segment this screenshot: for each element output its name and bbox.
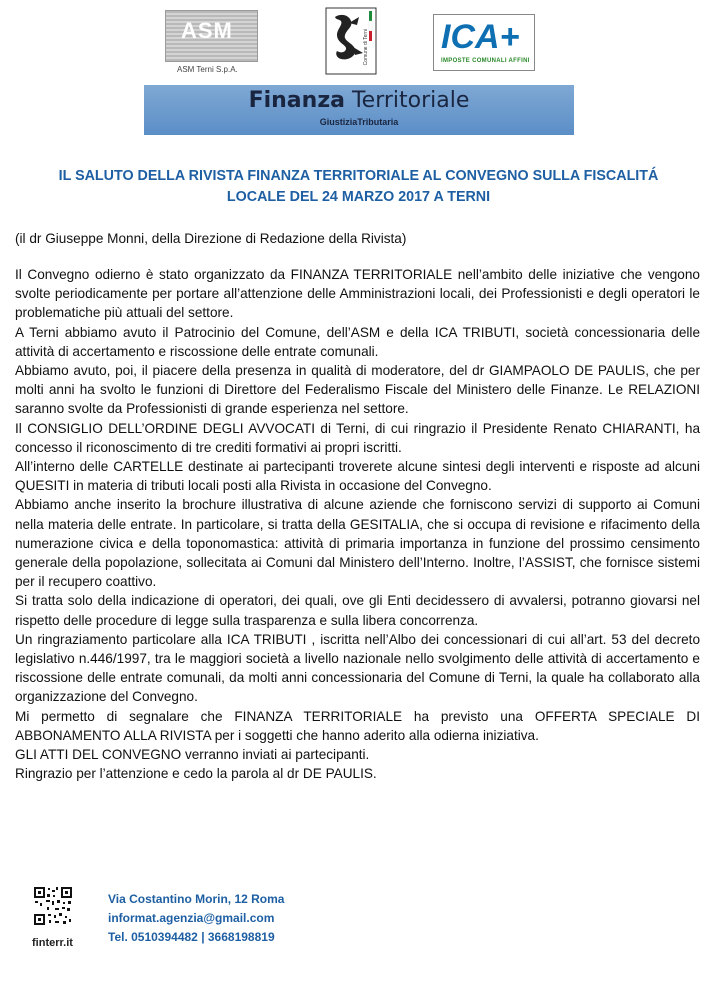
- article-byline: (il dr Giuseppe Monni, della Direzione di Redazione della Rivista): [15, 231, 407, 246]
- terni-crest-logo: [325, 7, 377, 75]
- dragon-crest-icon: [325, 7, 377, 75]
- ica-logo: [433, 14, 535, 71]
- ica-logo-text: ICA+: [441, 18, 520, 56]
- asm-logo-caption: ASM Terni S.p.A.: [177, 65, 238, 74]
- paragraph: GLI ATTI DEL CONVEGNO verranno inviati ai partecipanti.: [15, 747, 370, 763]
- paragraph: Si tratta solo della indicazione di operatori, dei quali, ove gli Enti decidessero di avvalersi, potranno giovarsi nel rispetto delle procedure di legge sulla trasparenza e sulla libera concorrenza.: [15, 593, 700, 628]
- header-logos: [0, 0, 717, 85]
- footer-email: informat.agenzia@gmail.com: [108, 911, 275, 925]
- article-headline: [20, 166, 697, 208]
- footer-site-name: finterr.it: [32, 937, 73, 949]
- paragraph: A Terni abbiamo avuto il Patrocinio del Comune, dell’ASM e della ICA TRIBUTI, società concessionaria delle attività di accertamento e riscossione delle entrate comunali.: [15, 324, 700, 359]
- paragraph: Ringrazio per l’attenzione e cedo la parola al dr DE PAULIS.: [15, 766, 377, 782]
- paragraph: Un ringraziamento particolare alla ICA TRIBUTI , iscritta nell’Albo dei concessionari di cui all’art. 53 del decreto legislativo n.446/1997, tra le maggiori società a livello nazionale nello svolgimento delle attività di accertamento e riscossione delle entrate comunali, da molti anni concessionaria del Comune di Terni, la quale ha collaborato alla organizzazione del Convegno.: [15, 631, 700, 705]
- headline-line-2: LOCALE DEL 24 MARZO 2017 A TERNI: [226, 189, 491, 205]
- asm-logo-text: ASM: [181, 18, 233, 43]
- asm-logo: [165, 10, 258, 72]
- qr-code-icon: [33, 886, 73, 926]
- terni-logo-caption: Comune di Terni: [363, 29, 369, 66]
- page-footer: [0, 880, 717, 1000]
- paragraph: Il CONSIGLIO DELL’ORDINE DEGLI AVVOCATI di Terni, di cui ringrazio il Presidente Renato CHIARANTI, ha concesso il riconoscimento di tre crediti formativi ai propri iscritti.: [15, 420, 700, 455]
- paragraph: Mi permetto di segnalare che FINANZA TERRITORIALE ha previsto una OFFERTA SPECIALE DI ABBONAMENTO ALLA RIVISTA per i soggetti che hanno aderito alla odierna iniziativa.: [15, 708, 700, 743]
- banner-subtitle: GiustiziaTributaria: [319, 117, 399, 127]
- headline-line-1: IL SALUTO DELLA RIVISTA FINANZA TERRITORIALE AL CONVEGNO SULLA FISCALITÁ: [58, 168, 659, 184]
- footer-address: Via Costantino Morin, 12 Roma: [108, 892, 285, 906]
- ica-logo-caption: IMPOSTE COMUNALI AFFINI: [441, 58, 530, 64]
- paragraph: Abbiamo anche inserito la brochure illustrativa di alcune aziende che forniscono servizi di supporto ai Comuni nella materia delle entrate. In particolare, si tratta della GESITALIA, che si occupa di revisione e rifacimento della numerazione civica e della toponomastica: attività di primaria importanza in funzione del prossimo censimento generale della popolazione, sollecitata ai Comuni dal Ministero dell’Interno. Inoltre, l’ASSIST, che fornisce sistemi per il recupero coattivo.: [15, 497, 700, 590]
- article-body: [15, 265, 700, 783]
- paragraph: Il Convegno odierno è stato organizzato da FINANZA TERRITORIALE nell’ambito delle iniziative che vengono svolte periodicamente per portare all’attenzione delle Amministrazioni locali, dei Professionisti e degli operatori le problematiche più attuali del settore.: [15, 267, 700, 321]
- paragraph: Abbiamo avuto, poi, il piacere della presenza in qualità di moderatore, del dr GIAMPAOLO DE PAULIS, che per molti anni ha svolto le funzioni di Direttore del Federalismo Fiscale del Ministero delle Finanze. Le RELAZIONI saranno svolte da Professionisti di grande esperienza nel settore.: [15, 363, 700, 417]
- footer-contacts: [108, 890, 284, 947]
- banner-title: Finanza Territoriale: [248, 88, 470, 113]
- finanza-territoriale-banner: [144, 85, 574, 135]
- footer-phone: Tel. 0510394482 | 3668198819: [108, 930, 275, 944]
- paragraph: All’interno delle CARTELLE destinate ai partecipanti troverete alcune sintesi degli interventi e risposte ad alcuni QUESITI in materia di tributi locali posti alla Rivista in occasione del Convegno.: [15, 459, 700, 494]
